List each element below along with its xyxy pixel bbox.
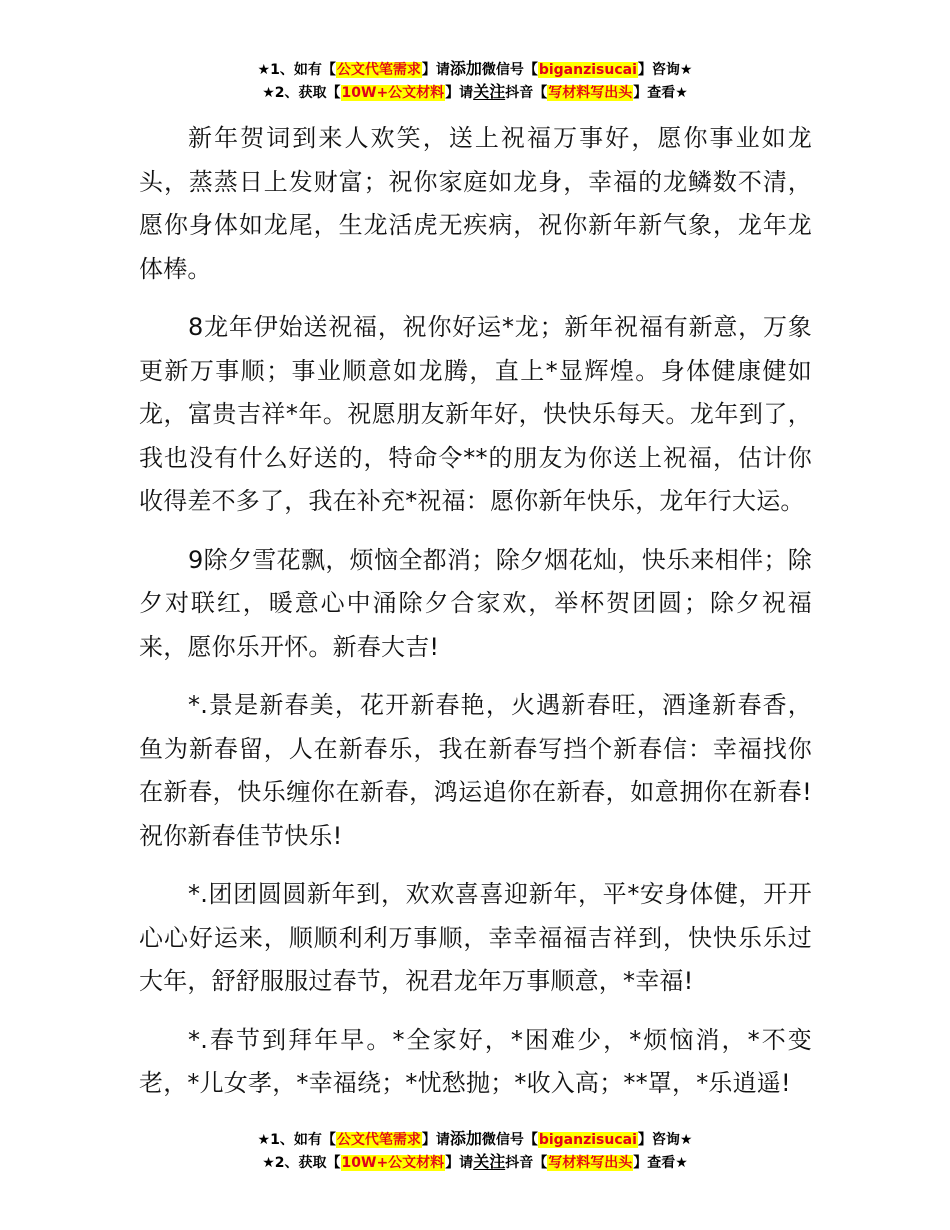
paragraph: 8龙年伊始送祝福，祝你好运*龙；新年祝福有新意，万象更新万事顺；事业顺意如龙腾，直上*显辉煌。身体健康健如龙，富贵吉祥*年。祝愿朋友新年好，快快乐每天。龙年到了，我也没有什么好送的，特命令**的朋友为你送上祝福，估计你收得差不多了，我在补充*祝福：愿你新年快乐，龙年行大运。 (139, 313, 812, 515)
banner-text: ★1、如有【 (257, 1132, 336, 1148)
banner-text: 抖音【 (505, 1155, 548, 1171)
banner-text: 】请 (421, 1132, 450, 1148)
banner-emphasis: 关注 (473, 82, 506, 101)
banner-line-1 (0, 58, 950, 81)
paragraph: *.春节到拜年早。*全家好，*困难少，*烦恼消，*不变老，*儿女孝，*幸福绕；*忧愁抛；*收入高；**罩，*乐逍遥! (139, 1025, 812, 1097)
paragraph: 新年贺词到来人欢笑，送上祝福万事好，愿你事业如龙头，蒸蒸日上发财富；祝你家庭如龙身，幸福的龙鳞数不清，愿你身体如龙尾，生龙活虎无疾病，祝你新年新气象，龙年龙体棒。 (139, 124, 812, 283)
paragraph: *.景是新春美，花开新春艳，火遇新春旺，酒逢新春香，鱼为新春留，人在新春乐，我在新春写挡个新春信：幸福找你在新春，快乐缠你在新春，鸿运追你在新春，如意拥你在新春!祝你新春佳节快乐! (139, 691, 812, 850)
banner-text: 微信号【 (481, 62, 538, 78)
banner-line-2 (0, 81, 950, 104)
highlight-service: 公文代笔需求 (336, 1132, 421, 1148)
banner-text: 】请 (421, 62, 450, 78)
banner-text: 】请 (445, 85, 474, 101)
banner-text: 】查看★ (633, 85, 688, 101)
banner-line-2 (0, 1151, 950, 1174)
paragraph: *.团团圆圆新年到，欢欢喜喜迎新年，平*安身体健，开开心心好运来，顺顺利利万事顺，幸幸福福吉祥到，快快乐乐过大年，舒舒服服过春节，祝君龙年万事顺意，*幸福! (139, 880, 812, 995)
banner-emphasis: 添加 (449, 1129, 482, 1148)
banner-emphasis: 关注 (473, 1152, 506, 1171)
highlight-materials: 10W+公文材料 (341, 1155, 445, 1171)
highlight-wechat-id: biganzisucai (538, 1132, 637, 1148)
banner-emphasis: 添加 (449, 59, 482, 78)
highlight-douyin-account: 写材料写出头 (548, 85, 633, 101)
footer-banner (0, 1128, 950, 1174)
paragraph: 9除夕雪花飘，烦恼全都消；除夕烟花灿，快乐来相伴；除夕对联红，暖意心中涌除夕合家欢，举杯贺团圆；除夕祝福来，愿你乐开怀。新春大吉! (139, 545, 812, 661)
banner-text: 抖音【 (505, 85, 548, 101)
banner-text: ★2、获取【 (262, 1155, 341, 1171)
header-banner (0, 58, 950, 104)
banner-text: 微信号【 (481, 1132, 538, 1148)
banner-text: 】咨询★ (637, 1132, 693, 1148)
banner-text: 】咨询★ (637, 62, 693, 78)
banner-line-1 (0, 1128, 950, 1151)
highlight-douyin-account: 写材料写出头 (548, 1155, 633, 1171)
highlight-wechat-id: biganzisucai (538, 62, 637, 78)
banner-text: 】查看★ (633, 1155, 688, 1171)
highlight-materials: 10W+公文材料 (341, 85, 445, 101)
banner-text: ★2、获取【 (262, 85, 341, 101)
document-body (139, 117, 812, 1121)
highlight-service: 公文代笔需求 (336, 62, 421, 78)
banner-text: 】请 (445, 1155, 474, 1171)
banner-text: ★1、如有【 (257, 62, 336, 78)
